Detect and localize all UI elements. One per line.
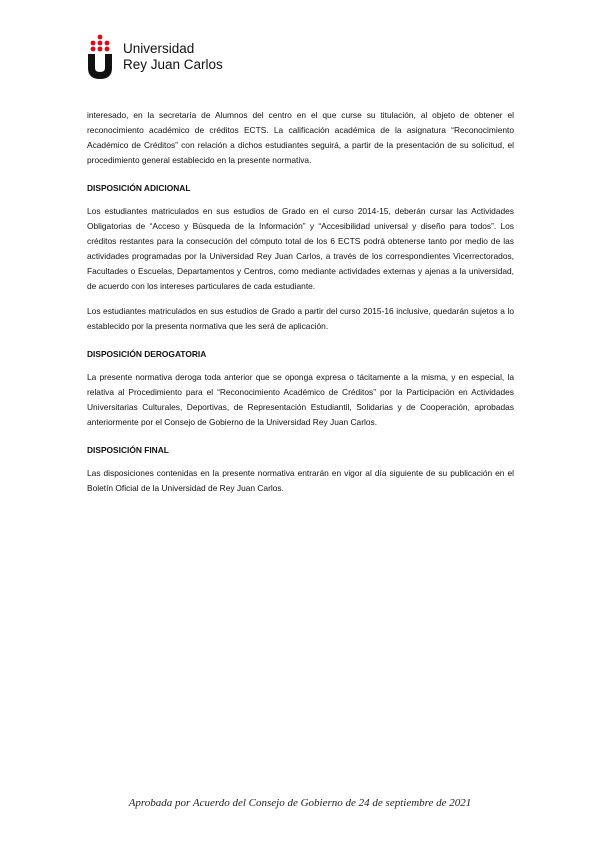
heading-disposicion-final: DISPOSICIÓN FINAL: [87, 445, 169, 455]
university-logo: [85, 34, 223, 80]
logo-line-2: Rey Juan Carlos: [123, 57, 223, 72]
final-paragraph: Las disposiciones contenidas en la presente normativa entrarán en vigor al día siguiente de su publicación en el Boletín Oficial de la Universidad de Rey Juan Carlos.: [87, 468, 514, 493]
university-name: [123, 41, 223, 73]
adicional-paragraph-2: Los estudiantes matriculados en sus estudios de Grado a partir del curso 2015-16 inclusive, quedarán sujetos a lo establecido por la presenta normativa que les será de aplicación.: [87, 306, 514, 331]
adicional-paragraph-1: Los estudiantes matriculados en sus estudios de Grado en el curso 2014-15, deberán cursar las Actividades Obligatorias de “Acceso y Búsqueda de la Información” y “Accesibilidad universal y diseño para todos”. Los créditos restantes para la consecución del cómputo total de los 6 ECTS podrá obtenerse tanto por medio de las actividades programadas por la Universidad Rey Juan Carlos, a través de los correspondientes Vicerrectorados, Facultades o Escuelas, Departamentos y Centros, como mediante actividades externas y ajenas a la universidad, de acuerdo con los intereses particulares de cada estudiante.: [87, 206, 514, 291]
derogatoria-paragraph: La presente normativa deroga toda anterior que se oponga expresa o tácitamente a la misma, y en especial, la relativa al Procedimiento para el “Reconocimiento Académico de Créditos” por la Participación en Actividades Universitarias Culturales, Deportivas, de Representación Estudiantil, Solidarias y de Cooperación, aprobadas anteriormente por el Consejo de Gobierno de la Universidad Rey Juan Carlos.: [87, 372, 514, 427]
heading-disposicion-derogatoria: DISPOSICIÓN DEROGATORIA: [87, 349, 207, 359]
urjc-logo-icon: [85, 34, 115, 80]
logo-line-1: Universidad: [123, 41, 195, 56]
heading-disposicion-adicional: DISPOSICIÓN ADICIONAL: [87, 183, 191, 193]
approval-footer: Aprobada por Acuerdo del Consejo de Gobierno de 24 de septiembre de 2021: [128, 797, 472, 809]
document-body: [87, 108, 514, 506]
intro-paragraph: interesado, en la secretaría de Alumnos del centro en el que curse su titulación, al objeto de obtener el reconocimiento académico de créditos ECTS. La calificación académica de la asignatura “Reconocimiento Académico de Créditos” con relación a dichos estudiantes seguirá, a partir de la presentación de su solicitud, el procedimiento general establecido en la presente normativa.: [87, 110, 514, 165]
